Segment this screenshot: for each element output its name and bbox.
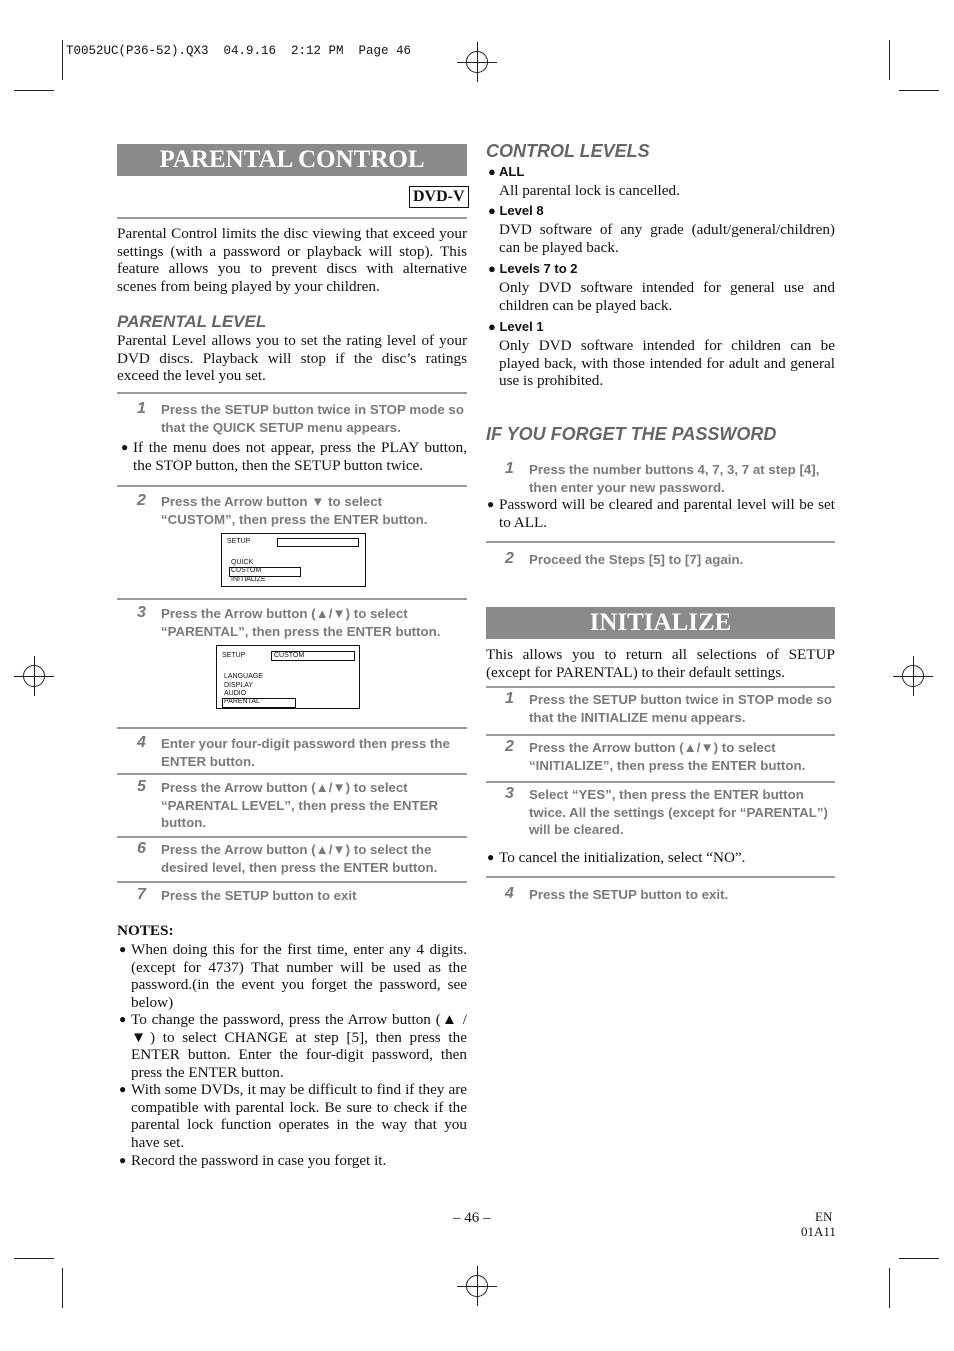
crop-mark <box>62 40 63 80</box>
bullet-icon: ● <box>119 1153 127 1167</box>
note-text: When doing this for the first time, enter any 4 digits. (except for 4737) That number will be used as the password.(in the event you forget the password, see below) <box>131 941 467 1011</box>
step-number: 4 <box>505 885 514 902</box>
level-desc: All parental lock is cancelled. <box>499 182 680 199</box>
step-text: Press the Arrow button (▲/▼) to select the desired level, then press the ENTER button. <box>161 842 438 875</box>
note-item <box>119 941 467 1011</box>
step-number: 5 <box>137 778 146 795</box>
step-text: Press the SETUP button to exit. <box>529 887 729 902</box>
divider <box>117 598 467 600</box>
divider <box>117 727 467 729</box>
step-number: 3 <box>505 785 514 802</box>
bullet-text: To cancel the initialization, select “NO”. <box>499 849 746 866</box>
bullet-icon: ● <box>119 1012 127 1026</box>
step-text: Press the Arrow button (▲/▼) to select “PARENTAL”, then press the ENTER button. <box>161 606 441 639</box>
level-name: Level 8 <box>499 203 544 218</box>
divider <box>117 881 467 883</box>
menu-item-quick: QUICK <box>231 559 254 566</box>
bullet-note <box>121 439 467 474</box>
initialize-intro: This allows you to return all selections of SETUP (except for PARENTAL) to their default settings. <box>486 646 835 681</box>
intro-paragraph: Parental Control limits the disc viewing that exceed your settings (with a password or playback will stop). This feature allows you to prevent discs with alternative scenes from being played by your children. <box>117 225 467 295</box>
note-item <box>119 1011 467 1081</box>
language-code: EN <box>815 1209 833 1224</box>
step-text: Press the SETUP button twice in STOP mode so that the QUICK SETUP menu appears. <box>161 402 464 435</box>
document-code: 01A11 <box>801 1224 836 1239</box>
step-text: Press the Arrow button (▲/▼) to select “INITIALIZE”, then press the ENTER button. <box>529 740 806 773</box>
level-name: Level 1 <box>499 319 544 334</box>
screen-title: SETUP <box>227 538 251 545</box>
step-text: Proceed the Steps [5] to [7] again. <box>529 552 744 567</box>
dvd-v-badge: DVD-V <box>409 186 469 208</box>
divider <box>486 781 835 783</box>
level-name: ALL <box>498 164 525 179</box>
step-number: 6 <box>137 840 146 857</box>
note-item <box>119 1081 467 1151</box>
step-text: Press the Arrow button (▲/▼) to select “PARENTAL LEVEL”, then press the ENTER button. <box>161 780 439 830</box>
level-name: Levels 7 to 2 <box>499 261 578 276</box>
menu-item-language: LANGUAGE <box>224 673 263 680</box>
custom-menu-screen <box>216 645 360 709</box>
crop-mark <box>14 1258 54 1259</box>
crop-mark <box>889 1268 890 1308</box>
registration-mark <box>466 1275 488 1297</box>
bullet-text: Password will be cleared and parental level will be set to ALL. <box>499 496 835 531</box>
notes-title: NOTES: <box>117 922 174 939</box>
note-item <box>119 1152 467 1170</box>
divider <box>486 686 835 688</box>
step-text: Enter your four-digit password then press the ENTER button. <box>161 736 450 769</box>
divider <box>486 541 835 543</box>
bullet-icon: ● <box>119 1082 127 1096</box>
divider <box>117 836 467 838</box>
registration-mark <box>23 665 45 687</box>
section-title-parental-control: PARENTAL CONTROL <box>117 144 467 176</box>
crop-mark <box>14 90 54 91</box>
step-text: Press the number buttons 4, 7, 3, 7 at step [4], then enter your new password. <box>529 462 820 495</box>
divider <box>486 734 835 736</box>
step-text: Press the SETUP button twice in STOP mode so that the INITIALIZE menu appears. <box>529 692 832 725</box>
level-heading: ● Level 1 <box>488 319 544 334</box>
step-text: Press the Arrow button ▼ to select “CUSTOM”, then press the ENTER button. <box>161 494 428 527</box>
file-header: T0052UC(P36-52).QX3 04.9.16 2:12 PM Page 46 <box>66 44 412 58</box>
divider <box>117 217 467 219</box>
bullet-text: If the menu does not appear, press the PLAY button, the STOP button, then the SETUP button twice. <box>133 439 467 474</box>
step-number: 4 <box>137 734 146 751</box>
note-text: With some DVDs, it may be difficult to find if they are compatible with parental lock. Be sure to check if the parental lock function operates in the way that you have set. <box>131 1081 467 1151</box>
menu-item-parental: PARENTAL <box>224 698 260 705</box>
level-heading: ● Levels 7 to 2 <box>488 261 578 276</box>
level-heading: ● ALL <box>488 164 525 179</box>
menu-item-audio: AUDIO <box>224 690 247 697</box>
note-text: To change the password, press the Arrow button (▲ / ▼) to select CHANGE at step [5], then press the ENTER button. Enter the four-digit password, then press the ENTER button. <box>131 1011 467 1081</box>
step-number: 2 <box>137 492 146 509</box>
divider <box>117 485 467 487</box>
step-number: 1 <box>137 400 146 417</box>
bullet-icon: ● <box>487 497 495 511</box>
step-text: Select “YES”, then press the ENTER button twice. All the settings (except for “PARENTAL”) will be cleared. <box>529 787 828 837</box>
divider <box>117 773 467 775</box>
divider <box>486 876 835 878</box>
step-text: Press the SETUP button to exit <box>161 888 357 903</box>
level-desc: DVD software of any grade (adult/general/children) can be played back. <box>499 221 835 256</box>
step-number: 2 <box>505 550 514 567</box>
screen-title-box <box>277 538 359 547</box>
menu-item-display: DISPLAY <box>224 682 254 689</box>
parental-level-text: Parental Level allows you to set the rating level of your DVD discs. Playback will stop if the disc’s ratings exceed the level you set. <box>117 332 467 385</box>
screen-title: SETUP <box>222 652 246 659</box>
page-number: – 46 – <box>453 1210 491 1226</box>
step-number: 1 <box>505 690 514 707</box>
bullet-icon: ● <box>487 850 495 864</box>
note-text: Record the password in case you forget it. <box>131 1152 387 1169</box>
level-heading: ● Level 8 <box>488 203 544 218</box>
menu-item-custom: CUSTOM <box>231 567 262 574</box>
forget-password-heading: IF YOU FORGET THE PASSWORD <box>486 424 777 444</box>
crop-mark <box>62 1268 63 1308</box>
bullet-note <box>487 849 835 867</box>
registration-mark <box>902 665 924 687</box>
setup-menu-screen <box>221 533 366 587</box>
crop-mark <box>889 40 890 80</box>
menu-item-initialize: INITIALIZE <box>231 576 266 583</box>
control-levels-heading: CONTROL LEVELS <box>486 141 650 161</box>
step-number: 3 <box>137 604 146 621</box>
section-title-initialize: INITIALIZE <box>486 607 835 639</box>
bullet-icon: ● <box>119 942 127 956</box>
level-desc: Only DVD software intended for children can be played back, with those intended for adult and general use is prohibited. <box>499 337 835 390</box>
screen-tab: CUSTOM <box>274 652 305 659</box>
bullet-note <box>487 496 835 531</box>
level-desc: Only DVD software intended for general use and children can be played back. <box>499 279 835 314</box>
divider <box>117 392 467 394</box>
step-number: 7 <box>137 886 146 903</box>
step-number: 2 <box>505 738 514 755</box>
crop-mark <box>899 90 939 91</box>
registration-mark <box>466 51 488 73</box>
parental-level-heading: PARENTAL LEVEL <box>117 312 267 331</box>
step-number: 1 <box>505 460 514 477</box>
bullet-icon: ● <box>121 440 129 454</box>
crop-mark <box>899 1258 939 1259</box>
